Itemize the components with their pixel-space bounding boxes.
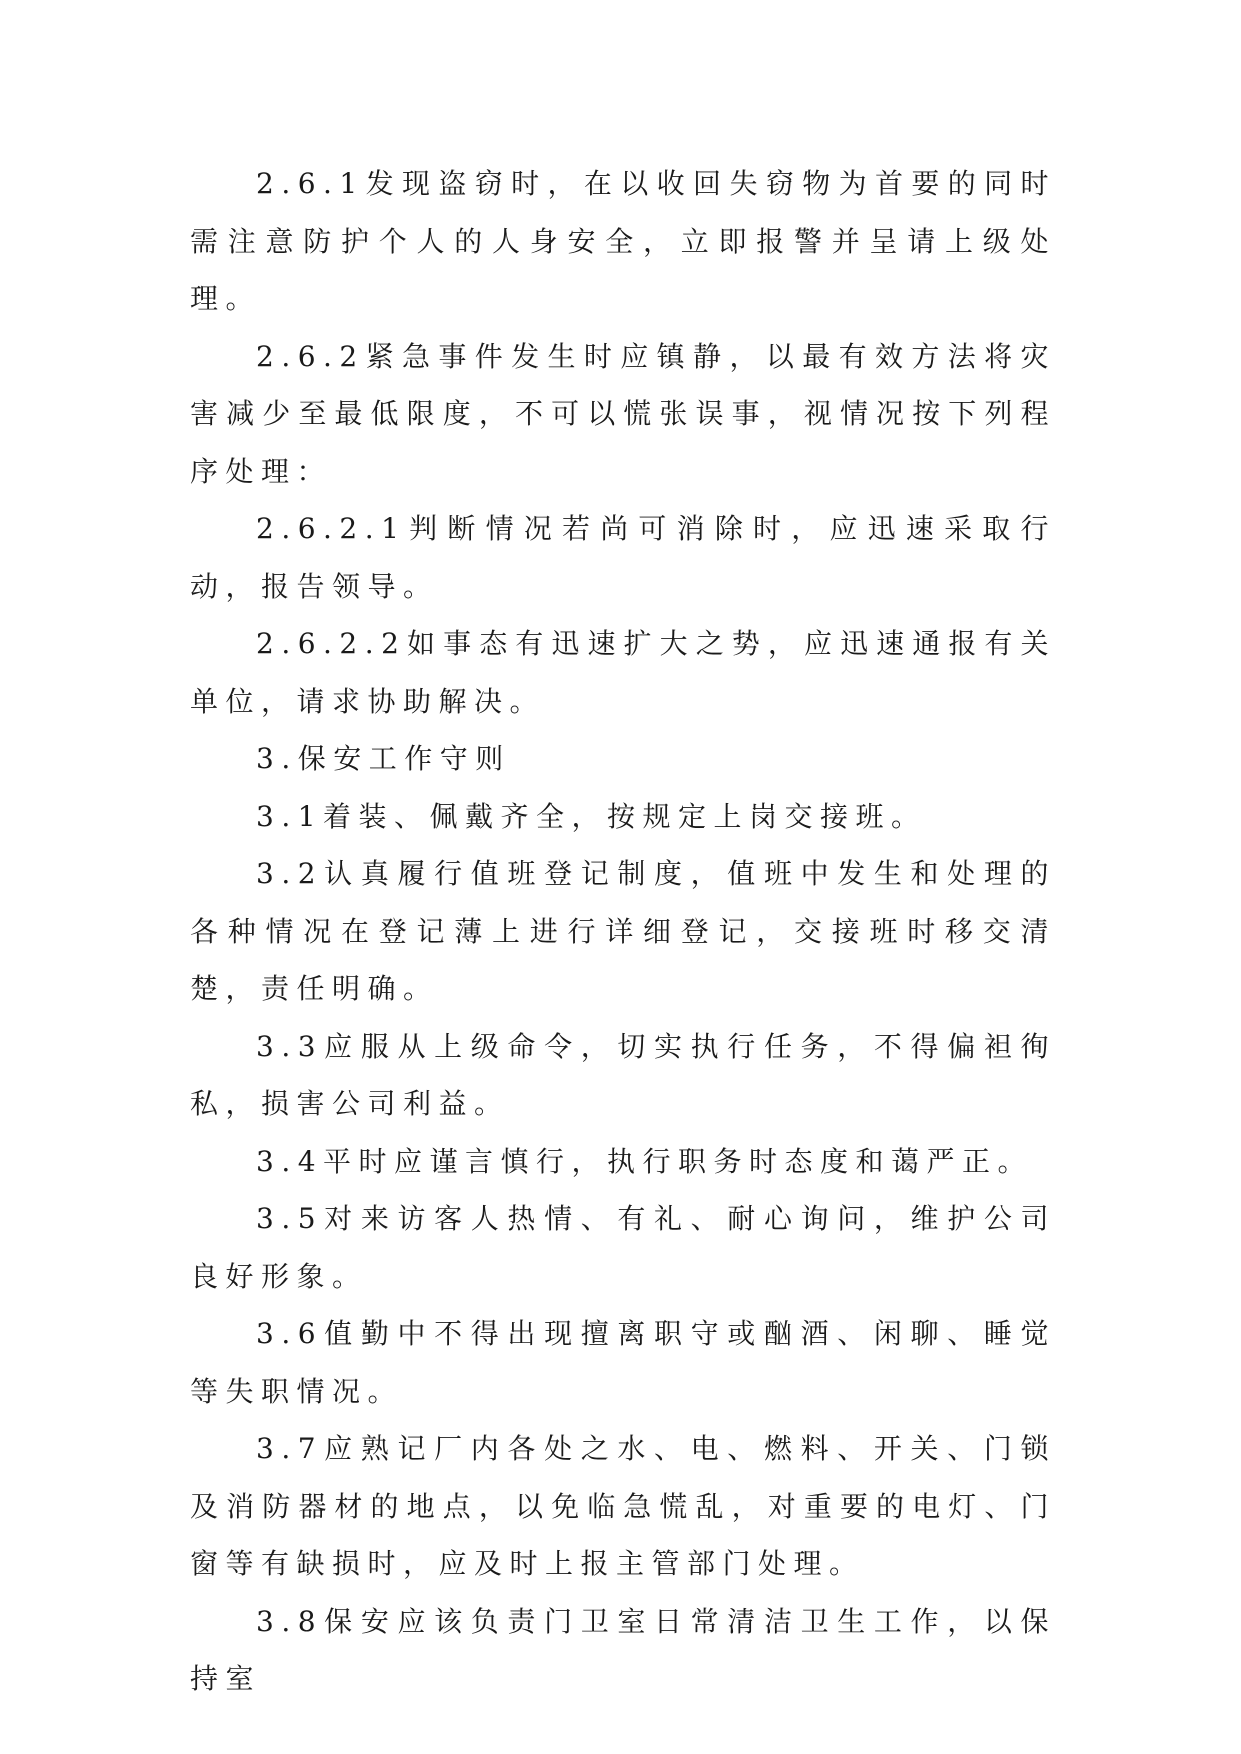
paragraph-2-6-2: 2.6.2紧急事件发生时应镇静，以最有效方法将灾害减少至最低限度，不可以慌张误事，视情况按下列程序处理： bbox=[190, 339, 1056, 488]
paragraph-3-4: 3.4平时应谨言慎行，执行职务时态度和蔼严正。 bbox=[256, 1144, 1034, 1178]
paragraph-3-3: 3.3应服从上级命令，切实执行任务，不得偏袒徇私，损害公司利益。 bbox=[190, 1029, 1056, 1120]
document-body bbox=[190, 155, 1056, 1708]
section-heading-3: 3.保安工作守则 bbox=[256, 742, 511, 775]
paragraph-3-2: 3.2认真履行值班登记制度，值班中发生和处理的各种情况在登记薄上进行详细登记，交接班时移交清楚，责任明确。 bbox=[190, 857, 1056, 1005]
paragraph-2-6-2-1: 2.6.2.1判断情况若尚可消除时，应迅速采取行动，报告领导。 bbox=[190, 512, 1056, 603]
paragraph-2-6-2-2: 2.6.2.2如事态有迅速扩大之势，应迅速通报有关单位，请求协助解决。 bbox=[190, 627, 1056, 718]
paragraph-3-1: 3.1着装、佩戴齐全，按规定上岗交接班。 bbox=[256, 799, 927, 833]
paragraph-3-5: 3.5对来访客人热情、有礼、耐心询问，维护公司良好形象。 bbox=[190, 1202, 1056, 1293]
paragraph-2-6-1: 2.6.1发现盗窃时，在以收回失窃物为首要的同时需注意防护个人的人身安全，立即报警并呈请上级处理。 bbox=[190, 167, 1056, 315]
paragraph-3-6: 3.6值勤中不得出现擅离职守或酗酒、闲聊、睡觉等失职情况。 bbox=[190, 1317, 1056, 1408]
paragraph-3-7: 3.7应熟记厂内各处之水、电、燃料、开关、门锁及消防器材的地点，以免临急慌乱，对重要的电灯、门窗等有缺损时，应及时上报主管部门处理。 bbox=[190, 1432, 1056, 1580]
paragraph-3-8: 3.8保安应该负责门卫室日常清洁卫生工作，以保持室 bbox=[190, 1604, 1056, 1695]
